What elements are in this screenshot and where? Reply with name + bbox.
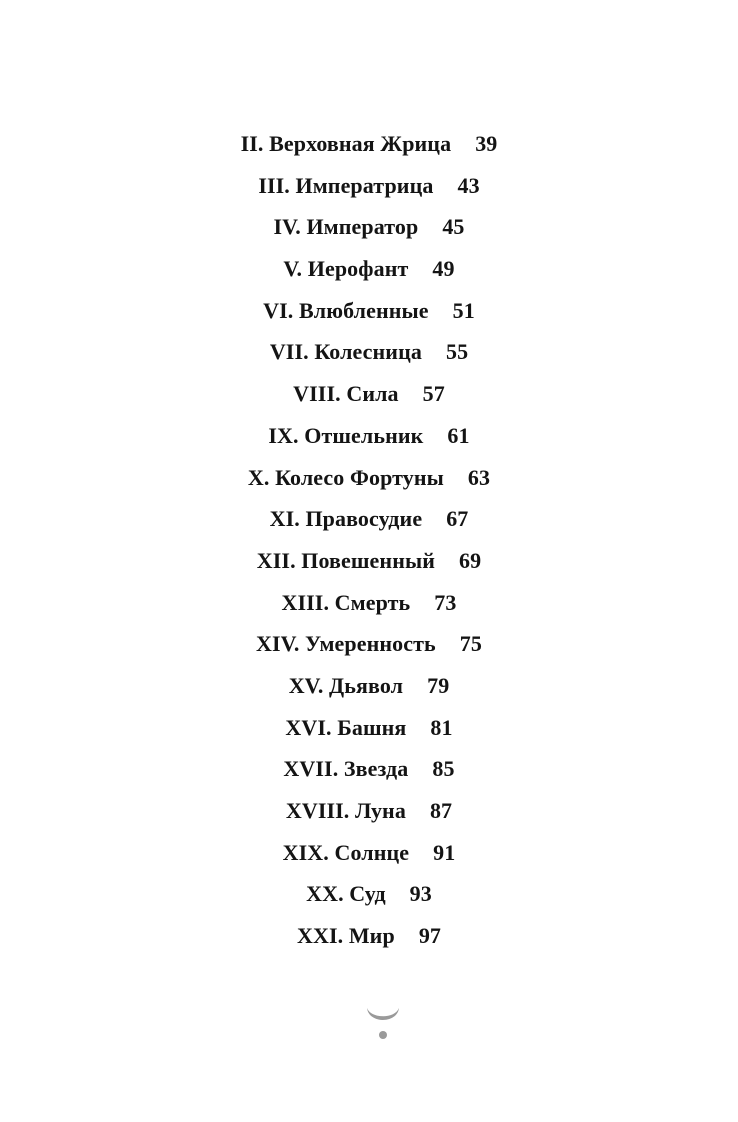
toc-entry-page: 43 xyxy=(457,172,480,198)
toc-entry xyxy=(0,165,738,207)
toc-entry-title: XIII. Смерть xyxy=(281,589,411,615)
toc-entry-page: 97 xyxy=(418,923,442,949)
toc-entry-page: 45 xyxy=(442,214,465,240)
toc-entry xyxy=(0,623,738,665)
toc-entry-title: IV. Император xyxy=(273,214,419,240)
toc-entry-title: XIV. Умеренность xyxy=(256,631,436,657)
toc-entry-page: 75 xyxy=(459,631,482,657)
toc-entry-title: VIII. Сила xyxy=(293,381,399,407)
toc-entry-title: XXI. Мир xyxy=(296,923,395,949)
toc-entry xyxy=(0,123,738,165)
toc-entry-page: 63 xyxy=(467,464,491,490)
toc-entry xyxy=(0,373,738,415)
toc-entry-title: VII. Колесница xyxy=(269,339,422,365)
toc-entry-title: III. Императрица xyxy=(258,172,434,198)
toc-entry-page: 61 xyxy=(447,422,470,448)
toc-entry xyxy=(0,498,738,540)
toc-entry-page: 67 xyxy=(446,506,469,532)
toc-entry-title: IX. Отшельник xyxy=(268,422,424,448)
toc-entry xyxy=(0,457,738,499)
toc-entry-title: V. Иерофант xyxy=(283,256,409,282)
toc-entry-page: 87 xyxy=(429,798,453,823)
toc-entry xyxy=(0,748,738,790)
toc-entry xyxy=(0,707,738,749)
toc-entry-page: 51 xyxy=(452,297,475,323)
toc-entry-page: 79 xyxy=(427,672,450,698)
table-of-contents xyxy=(0,123,738,957)
toc-entry-page: 49 xyxy=(432,256,455,282)
toc-entry xyxy=(0,540,738,582)
toc-entry xyxy=(0,415,738,457)
toc-entry-page: 85 xyxy=(432,756,455,782)
toc-entry-page: 93 xyxy=(409,881,432,907)
toc-entry-page: 39 xyxy=(475,131,498,156)
toc-entry xyxy=(0,873,738,915)
toc-entry-title: XII. Повешенный xyxy=(256,547,436,573)
toc-entry xyxy=(0,832,738,874)
toc-entry-title: II. Верховная Жрица xyxy=(240,131,452,156)
toc-entry-title: XIX. Солнце xyxy=(282,839,410,865)
toc-entry xyxy=(0,331,738,373)
toc-entry-page: 55 xyxy=(445,339,469,365)
toc-entry xyxy=(0,790,738,832)
toc-entry-title: X. Колесо Фортуны xyxy=(247,464,444,490)
toc-entry-title: VI. Влюбленные xyxy=(263,297,429,323)
toc-entry-page: 81 xyxy=(430,714,453,740)
toc-entry-title: XV. Дьявол xyxy=(288,672,404,698)
toc-entry-title: XVI. Башня xyxy=(285,714,407,740)
toc-entry-page: 57 xyxy=(422,381,445,407)
crescent-moon-with-dot-icon xyxy=(362,1002,404,1044)
toc-entry xyxy=(0,582,738,624)
toc-entry-page: 91 xyxy=(433,839,456,865)
toc-entry xyxy=(0,665,738,707)
toc-entry xyxy=(0,290,738,332)
toc-entry xyxy=(0,206,738,248)
toc-entry xyxy=(0,915,738,957)
toc-entry-page: 73 xyxy=(434,589,457,615)
toc-entry-title: XI. Правосудие xyxy=(269,506,423,532)
toc-entry xyxy=(0,248,738,290)
toc-entry-title: XX. Суд xyxy=(306,881,386,907)
toc-entry-title: XVII. Звезда xyxy=(283,756,409,782)
toc-entry-title: XVIII. Луна xyxy=(285,798,406,823)
toc-entry-page: 69 xyxy=(459,547,482,573)
